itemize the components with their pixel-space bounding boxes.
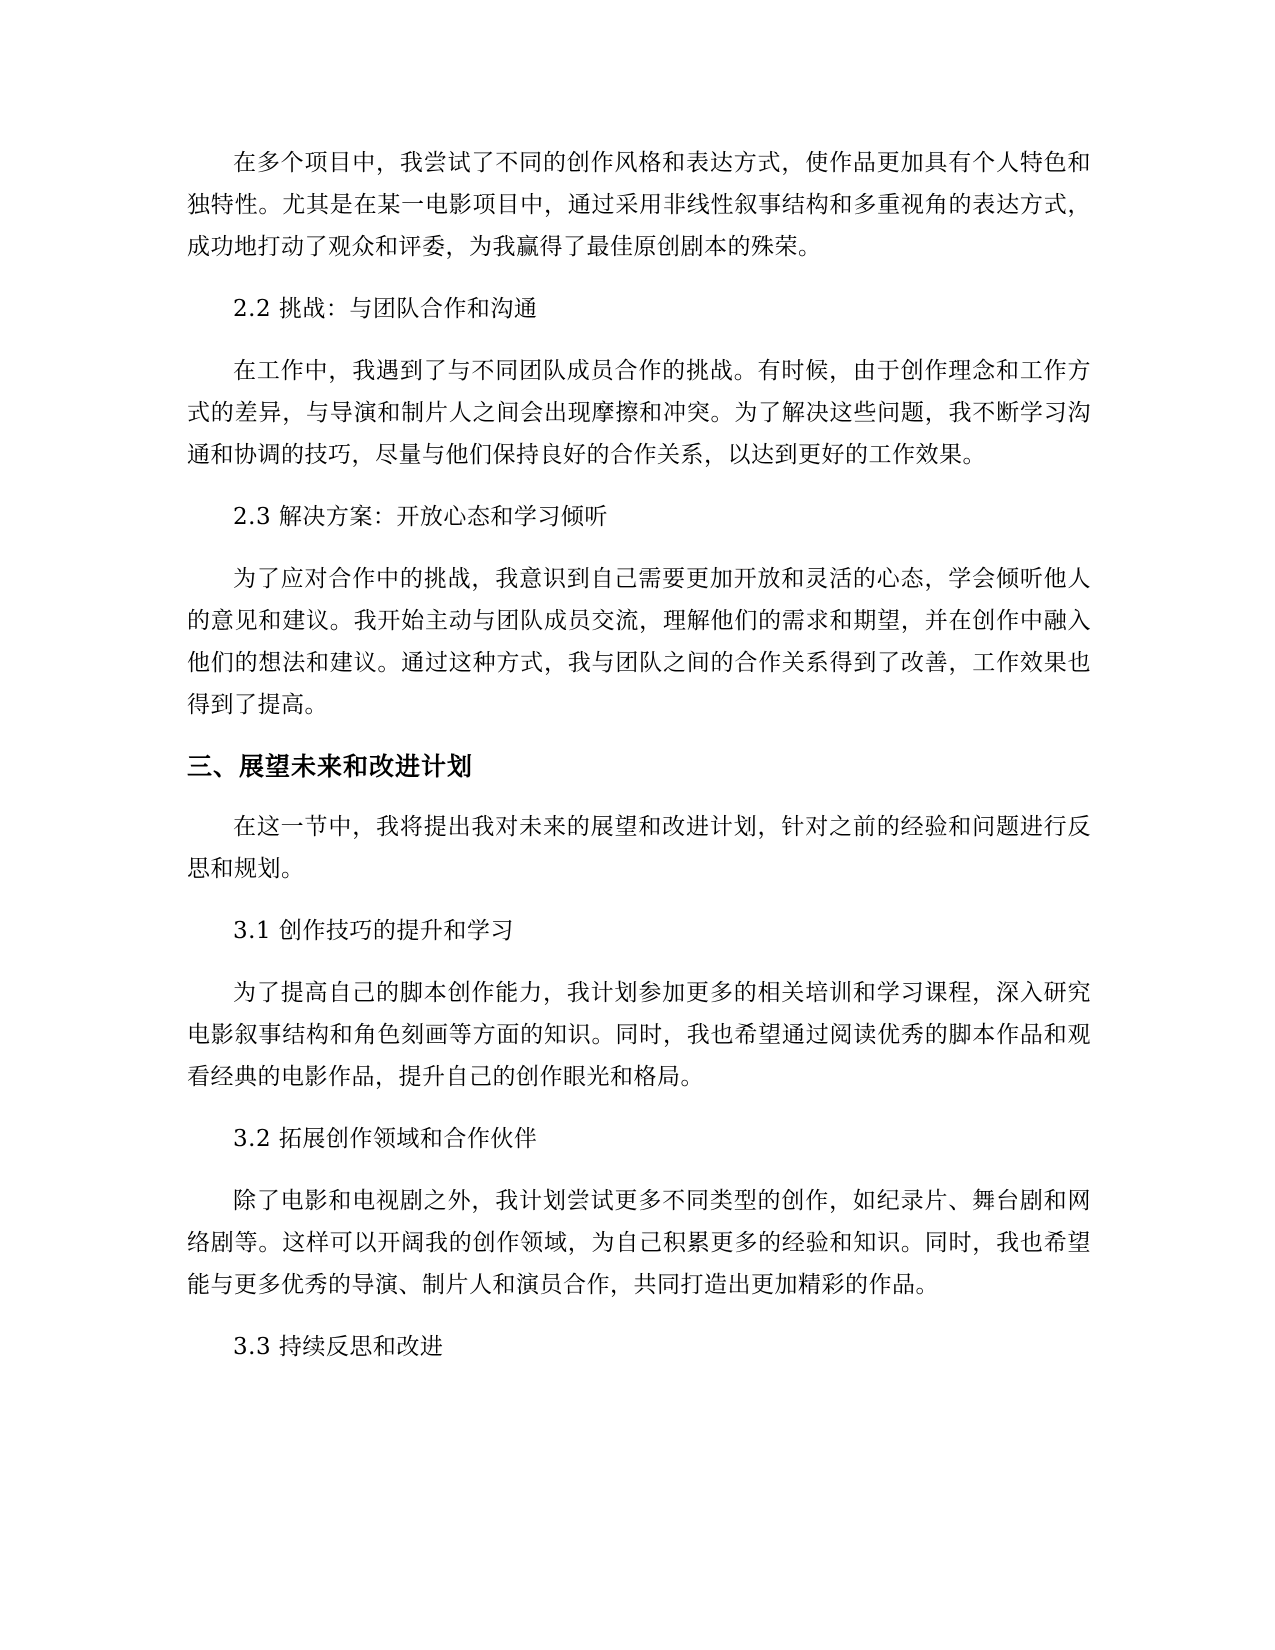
document-body xyxy=(187,142,1091,1388)
paragraph-expand-fields: 除了电影和电视剧之外，我计划尝试更多不同类型的创作，如纪录片、舞台剧和网络剧等。这样可以开阔我的创作领域，为自己积累更多的经验和知识。同时，我也希望能与更多优秀的导演、制片人和演员合作，共同打造出更加精彩的作品。 xyxy=(187,1188,1091,1298)
paragraph-style-projects: 在多个项目中，我尝试了不同的创作风格和表达方式，使作品更加具有个人特色和独特性。尤其是在某一电影项目中，通过采用非线性叙事结构和多重视角的表达方式，成功地打动了观众和评委，为我赢得了最佳原创剧本的殊荣。 xyxy=(187,150,1091,260)
paragraph-open-mind: 为了应对合作中的挑战，我意识到自己需要更加开放和灵活的心态，学会倾听他人的意见和建议。我开始主动与团队成员交流，理解他们的需求和期望，并在创作中融入他们的想法和建议。通过这种方式，我与团队之间的合作关系得到了改善，工作效果也得到了提高。 xyxy=(187,566,1091,718)
section-heading-3: 三、展望未来和改进计划 xyxy=(187,752,474,781)
paragraph-section-3-intro: 在这一节中，我将提出我对未来的展望和改进计划，针对之前的经验和问题进行反思和规划。 xyxy=(187,814,1091,882)
paragraph-team-challenge: 在工作中，我遇到了与不同团队成员合作的挑战。有时候，由于创作理念和工作方式的差异，与导演和制片人之间会出现摩擦和冲突。为了解决这些问题，我不断学习沟通和协调的技巧，尽量与他们保持良好的合作关系，以达到更好的工作效果。 xyxy=(187,358,1091,468)
subheading-3-3: 3.3 持续反思和改进 xyxy=(233,1334,444,1360)
subheading-2-2: 2.2 挑战：与团队合作和沟通 xyxy=(233,296,538,322)
subheading-2-3: 2.3 解决方案：开放心态和学习倾听 xyxy=(233,504,608,530)
subheading-3-1: 3.1 创作技巧的提升和学习 xyxy=(233,918,514,944)
paragraph-skill-improvement: 为了提高自己的脚本创作能力，我计划参加更多的相关培训和学习课程，深入研究电影叙事结构和角色刻画等方面的知识。同时，我也希望通过阅读优秀的脚本作品和观看经典的电影作品，提升自己的创作眼光和格局。 xyxy=(187,980,1091,1090)
subheading-3-2: 3.2 拓展创作领域和合作伙伴 xyxy=(233,1126,538,1152)
